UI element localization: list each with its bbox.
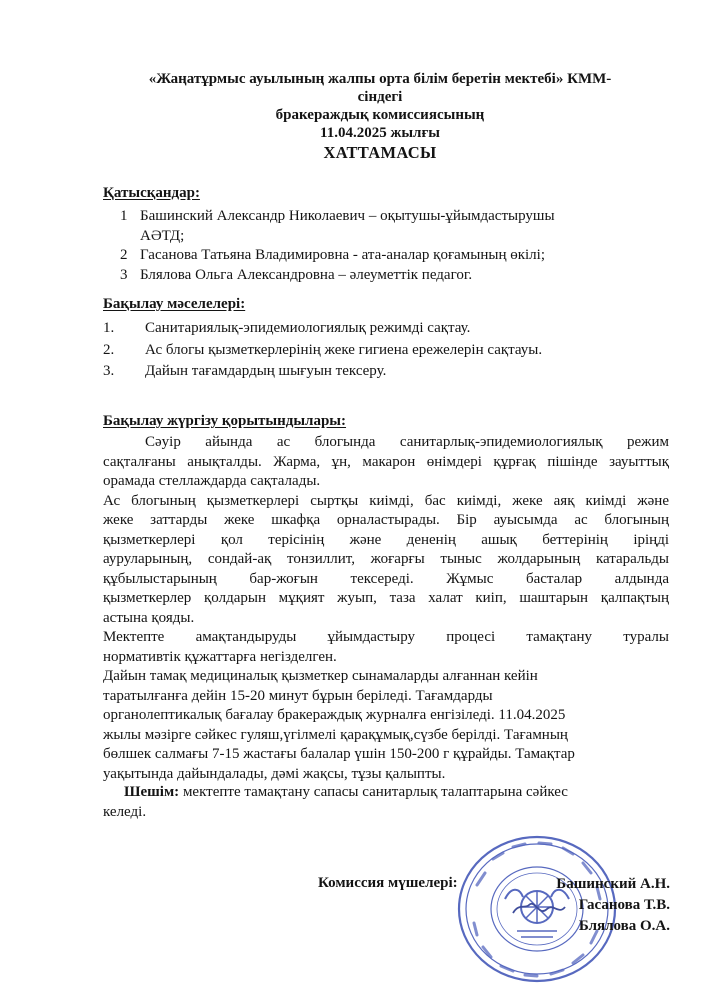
decision-text-cont: келеді. bbox=[103, 803, 147, 820]
control-issues-heading: Бақылау мәселелері: bbox=[103, 296, 246, 312]
decision-block bbox=[103, 783, 663, 822]
text-line: сақталғаны анықталды. Жарма, ұн, макарон өнімдері құрғақ пішінде зауыттық bbox=[103, 453, 669, 470]
list-item: 1. Санитариялық-эпидемиологиялық режимді сақтау. bbox=[103, 320, 471, 336]
decision-text: мектепте тамақтану сапасы санитарлық талаптарына сәйкес bbox=[179, 784, 568, 800]
results-heading: Бақылау жүргізу қорытындылары: bbox=[103, 413, 347, 429]
results-body bbox=[103, 433, 669, 784]
list-item: 2 Гасанова Татьяна Владимировна - ата-аналар қоғамының өкілі; bbox=[120, 247, 546, 263]
list-item: 3 Блялова Ольга Александровна – әлеуметтік педагог. bbox=[120, 266, 473, 283]
text-line: жылы мәзірге сәйкес гуляш,үгілмелі қарақұмық,сүзбе берілді. Тағамның bbox=[103, 726, 568, 743]
text-line: қызметкерлері қол терісінің және дененің ашық беттерінің іріңді bbox=[103, 531, 669, 548]
member-name: Башинский А.Н. bbox=[556, 876, 670, 892]
text-line: құбылыстарының бар-жоғын тексереді. Жұмыс басталар алдында bbox=[103, 570, 669, 587]
list-item: 2. Ас блогы қызметкерлерінің жеке гигиена ережелерін сақтауы. bbox=[103, 341, 543, 358]
control-issues-list bbox=[103, 318, 653, 383]
commission-members-names bbox=[530, 874, 670, 937]
document-title: ХАТТАМАСЫ bbox=[323, 143, 437, 162]
list-item-continuation: АӘТД; bbox=[140, 227, 185, 244]
text-line: орамада стеллаждарда сақталады. bbox=[103, 473, 321, 489]
header-date: 11.04.2025 жылғы bbox=[320, 125, 440, 141]
text-line: уақытында дайындалады, дәмі жақсы, тұзы қалыпты. bbox=[103, 765, 446, 782]
text-line: таратылғанға дейін 15-20 минут бұрын беріледі. Тағамдарды bbox=[103, 687, 493, 704]
text-line: астына қояды. bbox=[103, 609, 195, 626]
header-line-1: «Жаңатұрмыс ауылының жалпы орта білім беретін мектебі» КММ- bbox=[148, 71, 612, 87]
commission-members-label: Комиссия мүшелері: bbox=[318, 875, 458, 891]
list-item: 1 Башинский Александр Николаевич – оқытушы-ұйымдастырушы bbox=[120, 208, 555, 224]
text-line: нормативтік құжаттарға негізделген. bbox=[103, 648, 337, 665]
participants-list bbox=[120, 207, 650, 285]
text-line: қызметкерлер қолдарын мұқият жуып, таза халат киіп, шаштарын қалпақтың bbox=[103, 590, 669, 606]
text-line: жеке заттарды жеке шкафқа орналастырады. Бір ауысымда ас блогының bbox=[103, 512, 669, 528]
text-line: бөлшек салмағы 7-15 жастағы балалар үшін 150-200 г құрайды. Тамақтар bbox=[103, 746, 575, 762]
text-line: Ас блогының қызметкерлері сыртқы киімді, бас киімді, жеке аяқ киімді және bbox=[103, 492, 669, 509]
member-name: Блялова О.А. bbox=[578, 918, 670, 934]
text-line: Мектепте амақтандыруды ұйымдастыру процесі тамақтану туралы bbox=[103, 629, 669, 645]
text-line: Дайын тамақ медициналық қызметкер сынамаларды алғаннан кейін bbox=[103, 668, 538, 684]
header-line-3: бракераждық комиссиясының bbox=[275, 107, 485, 123]
list-item: 3. Дайын тағамдардың шығуын тексеру. bbox=[103, 363, 387, 379]
text-line: органолептикалық бағалау бракераждық журналға енгізіледі. 11.04.2025 bbox=[103, 707, 566, 723]
text-line: Сәуір айында ас блогында санитарлық-эпидемиологиялық режим bbox=[145, 434, 669, 450]
participants-heading: Қатысқандар: bbox=[103, 185, 200, 201]
decision-label: Шешім: bbox=[124, 784, 180, 800]
text-line: ауруларының, сондай-ақ тонзиллит, жоғарғы тыныс жолдарының катаральды bbox=[103, 551, 669, 567]
header-line-2: сіндегі bbox=[357, 89, 403, 105]
member-name: Гасанова Т.В. bbox=[578, 897, 670, 913]
document-header bbox=[80, 70, 680, 164]
